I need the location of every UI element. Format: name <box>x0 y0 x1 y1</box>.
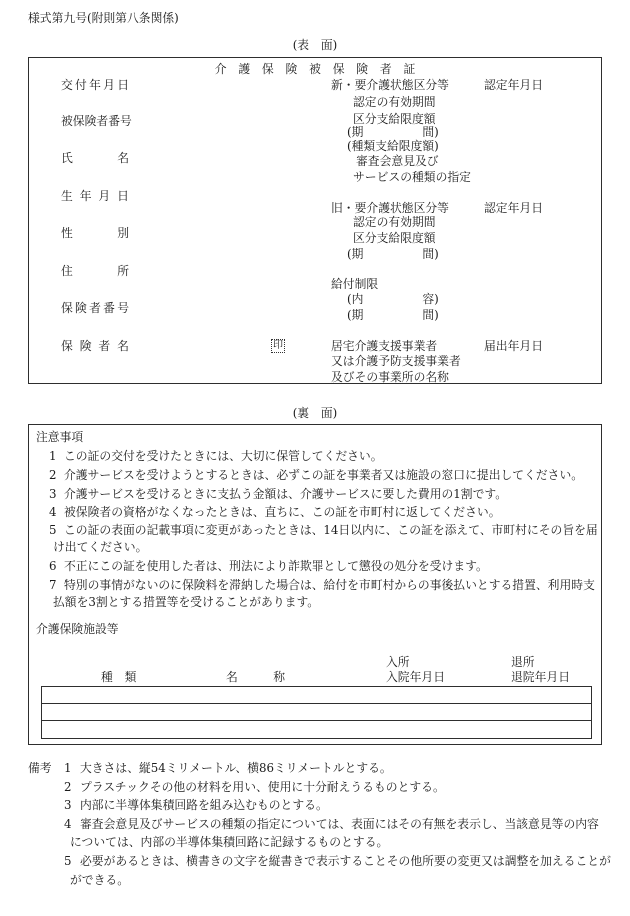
table-row <box>42 721 591 738</box>
note-text: 被保険者の資格がなくなったときは、直ちに、この証を市町村に返してください。 <box>64 505 501 519</box>
remarks-section <box>28 754 623 890</box>
remark-number: 3 <box>64 798 72 812</box>
provider-label-line3: 及びその事業所の名称 <box>331 370 449 384</box>
card-title: 介 護 保 険 被 保 険 者 証 <box>214 62 416 76</box>
field-label-insurer-number: 保険者番号 <box>61 301 132 315</box>
note-number: 7 <box>49 578 57 592</box>
field-label-insured-number: 被保険者番号 <box>61 114 132 128</box>
card-back <box>28 424 602 745</box>
note-number: 4 <box>49 505 57 519</box>
facility-col-discharge-top: 退所 <box>511 655 535 669</box>
note-text: 不正にこの証を使用した者は、刑法により詐欺罪として懲役の処分を受けます。 <box>64 559 488 573</box>
remark-number: 1 <box>64 761 72 775</box>
note-text: 介護サービスを受けようとするときは、必ずこの証を事業者又は施設の窓口に提出してください。 <box>64 468 584 482</box>
facility-col-discharge-date: 退院年月日 <box>511 670 570 684</box>
new-status-heading: 新・要介護状態区分等 <box>331 78 449 92</box>
old-cert-date-label: 認定年月日 <box>484 201 543 215</box>
remark-text: 審査会意見及びサービスの種類の指定については、表面にはその有無を表示し、当該意見等の内容 <box>80 817 599 831</box>
restriction-period-label: (期 間) <box>347 308 439 322</box>
remark-text: 大きさは、縦54ミリメートル、横86ミリメートルとする。 <box>80 761 392 775</box>
provider-label-line1: 居宅介護支援事業者 <box>331 339 438 353</box>
remark-text-continued: については、内部の半導体集積回路に記録するものとする。 <box>70 835 389 849</box>
new-limit-label: 区分支給限度額 <box>353 112 436 126</box>
facility-col-admission-date: 入院年月日 <box>386 670 445 684</box>
field-label-sex: 性 別 <box>61 226 132 240</box>
remark-text: プラスチックその他の材料を用い、使用に十分耐えうるものとする。 <box>80 780 445 794</box>
front-side-label: (表 面) <box>292 38 338 52</box>
note-text-continued: け出てください。 <box>53 540 148 554</box>
note-text: 特別の事情がないのに保険料を滞納した場合は、給付を市町村からの事後払いとする措置、利用時支 <box>64 578 595 592</box>
new-type-limit-label: (種類支給限度額) <box>347 139 439 153</box>
remarks-heading: 備考 <box>28 761 52 775</box>
field-label-address: 住 所 <box>61 264 132 278</box>
field-label-issue-date: 交付年月日 <box>61 78 132 92</box>
note-text: この証の表面の記載事項に変更があったときは、14日以内に、この証を添えて、市町村にその旨を届 <box>64 523 598 537</box>
facility-col-name: 名 称 <box>226 670 285 684</box>
provider-label-line2: 又は介護予防支援事業者 <box>331 354 461 368</box>
remark-number: 2 <box>64 780 72 794</box>
facility-heading: 介護保険施設等 <box>36 622 119 636</box>
card-front <box>28 57 602 384</box>
note-number: 2 <box>49 468 57 482</box>
table-row <box>42 704 591 721</box>
benefit-restriction-heading: 給付制限 <box>331 277 379 291</box>
remark-text-continued: ができる。 <box>70 873 129 887</box>
opinion-label-line2: サービスの種類の指定 <box>353 170 471 184</box>
old-status-heading: 旧・要介護状態区分等 <box>331 201 449 215</box>
note-text-continued: 払額を3割とする措置等を受けることがあります。 <box>53 595 320 609</box>
remark-text: 必要があるときは、横書きの文字を縦書きで表示することその他所要の変更又は調整を加えることが <box>80 854 611 868</box>
provider-date-label: 届出年月日 <box>484 339 543 353</box>
opinion-label-line1: 審査会意見及び <box>356 154 439 168</box>
old-period-label: (期 間) <box>347 247 439 261</box>
note-text: 介護サービスを受けるときに支払う金額は、介護サービスに要した費用の1割です。 <box>64 487 508 501</box>
facility-col-type: 種 類 <box>101 670 137 684</box>
remark-text: 内部に半導体集積回路を組み込むものとする。 <box>80 798 328 812</box>
note-number: 3 <box>49 487 57 501</box>
field-label-name: 氏 名 <box>61 151 132 165</box>
note-number: 1 <box>49 449 57 463</box>
field-label-insurer-name: 保険者名 <box>61 339 136 353</box>
notes-heading: 注意事項 <box>36 430 84 444</box>
form-number: 様式第九号(附則第八条関係) <box>28 11 179 25</box>
note-number: 5 <box>49 523 57 537</box>
facility-table <box>41 686 592 739</box>
remark-number: 5 <box>64 854 72 868</box>
remark-number: 4 <box>64 817 72 831</box>
field-label-birth-date: 生年月日 <box>61 189 136 203</box>
back-side-label: (裏 面) <box>292 406 338 420</box>
restriction-content-label: (内 容) <box>347 292 439 306</box>
seal-mark: 印 <box>273 340 283 351</box>
new-period-label: (期 間) <box>347 125 439 139</box>
new-validity-label: 認定の有効期間 <box>353 95 436 109</box>
note-text: この証の交付を受けたときには、大切に保管してください。 <box>64 449 383 463</box>
old-limit-label: 区分支給限度額 <box>353 231 436 245</box>
table-row <box>42 687 591 704</box>
old-validity-label: 認定の有効期間 <box>353 215 436 229</box>
facility-col-admission-top: 入所 <box>386 655 410 669</box>
note-number: 6 <box>49 559 57 573</box>
new-cert-date-label: 認定年月日 <box>484 78 543 92</box>
